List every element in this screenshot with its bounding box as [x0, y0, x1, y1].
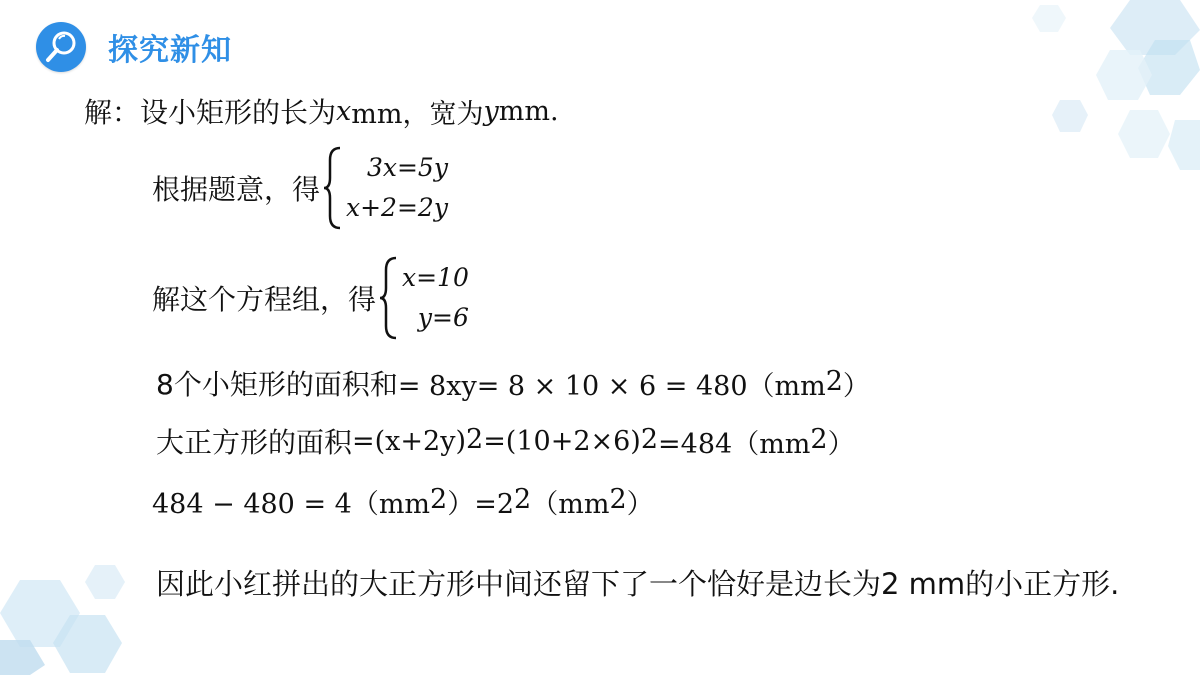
line5-expression-1: =(x+2y): [352, 425, 466, 457]
line5-expression-2: =(10+2×6): [483, 425, 641, 457]
var-x: x: [336, 95, 352, 127]
solution-line-3: [152, 256, 469, 340]
line5-exponent-3: 2: [810, 423, 828, 455]
var-y: y: [483, 95, 499, 127]
line4-expression: = 8xy= 8 × 10 × 6 = 480（mm: [397, 370, 826, 402]
system2-equation-2: y=6: [417, 303, 469, 332]
system1-equation-1: 3x=5y: [366, 153, 448, 182]
line4-text: 8个小矩形的面积和: [156, 368, 398, 401]
magnifier-icon: [36, 22, 86, 72]
line3-text: 解这个方程组，得: [152, 283, 377, 316]
solution-line-5: [156, 418, 855, 464]
line4-exponent: 2: [825, 365, 843, 397]
system1-equation-2: x+2=2y: [346, 193, 448, 222]
line6-exponent-2: 2: [514, 483, 532, 515]
line6-exponent-1: 2: [430, 483, 448, 515]
line6-close: ）: [626, 488, 654, 520]
line1-prefix: 解：设小矩形的长为: [84, 96, 337, 129]
line6-exponent-3: 2: [609, 483, 627, 515]
left-brace-icon: [378, 256, 400, 340]
line5-text: 大正方形的面积: [156, 426, 353, 459]
line6-expression-1: 484 − 480 = 4（mm: [152, 488, 431, 520]
solution-line-4: [156, 360, 870, 406]
equation-system-2: [378, 256, 469, 340]
system2-equation-1: x=10: [402, 263, 469, 292]
line2-text: 根据题意，得: [152, 173, 321, 206]
line6-expression-2: （mm: [531, 488, 610, 520]
line5-exponent-2: 2: [640, 423, 659, 455]
section-title: 探究新知: [108, 33, 232, 68]
solution-line-1: [84, 88, 559, 134]
line6-mid: ）=2: [447, 488, 515, 520]
equation-system-1: [322, 146, 448, 230]
line1-mid: mm，宽为: [351, 98, 484, 130]
line4-close: ）: [842, 370, 870, 402]
line1-end: mm.: [498, 95, 559, 127]
solution-line-6: [152, 478, 654, 524]
hexagon-decoration-top-right: [980, 0, 1200, 190]
line5-expression-3: =484（mm: [658, 428, 811, 460]
line5-close: ）: [827, 428, 855, 460]
left-brace-icon: [322, 146, 344, 230]
conclusion-paragraph: 因此小红拼出的大正方形中间还留下了一个恰好是边长为2 mm的小正方形.: [156, 567, 1120, 601]
section-header: [36, 22, 232, 72]
solution-line-2: [152, 146, 448, 230]
line5-exponent-1: 2: [466, 423, 484, 455]
